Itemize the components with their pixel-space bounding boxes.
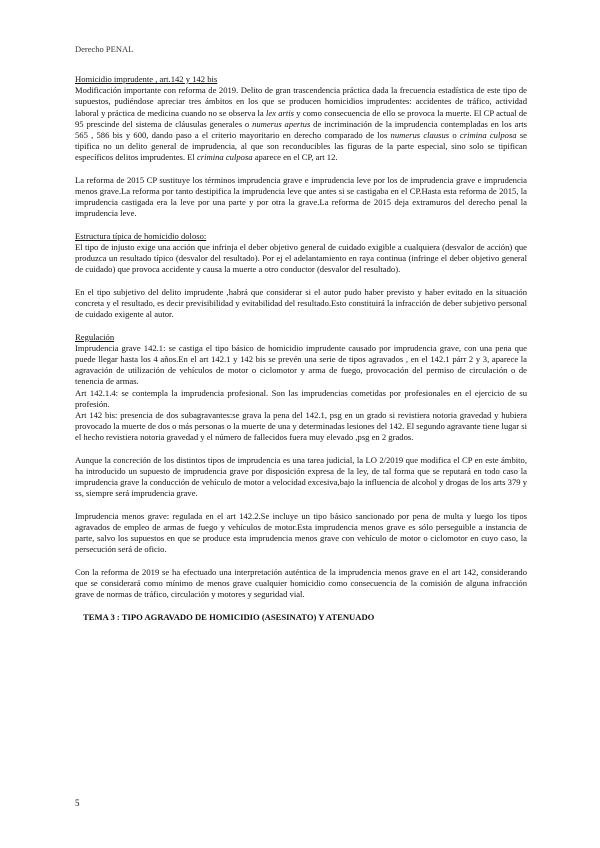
chapter-heading-tema-3: TEMA 3 : TIPO AGRAVADO DE HOMICIDIO (ASESINATO) Y ATENUADO xyxy=(83,611,375,622)
paragraph-lo-2-2019: Aunque la concreción de los distintos tipos de imprudencia es una tarea judicial, la LO 2/2019 que modifica el CP en este ámbito, ha introducido un supuesto de imprudencia grave por disposición expresa de la ley, de tal forma que se reputará en todo caso la imprudencia grave la conducción de vehículo de motor a velocidad excesiva,bajo la influencia de alcohol y drogas de los arts 379 y ss, siempre será imprudencia grave. xyxy=(75,454,527,499)
paragraph-tipo-injusto: El tipo de injusto exige una acción que infrinja el deber objetivo general de cuidado exigible a cualquiera (desvalor de acción) que produzca un resultado típico (desvalor del resultado). Por ej el adelantamiento en raya continua (infringe el deber objetivo general de cuidado) que provoca accidente y causa la muerte a otro conductor (desvalor del resultado). xyxy=(75,242,527,275)
paragraph-reforma-2019: Modificación importante con reforma de 2019. Delito de gran trascendencia práctica dada la frecuencia estadística de este tipo de supuestos, pudiéndose apreciar tres ámbitos en los que se producen homicidios imprudentes: accidentes de tráfico, actividad laboral y práctica de medicina cuando no se observa la lex artis y como consecuencia de ello se provoca la muerte. El CP actual de 95 prescinde del sistema de cláusulas generales o numerus apertus de incriminación de la imprudencia contempladas en los arts 565 , 586 bis y 600, dando paso a el criterio mayoritario en derecho comparado de los numerus clausus o crimina culposa se tipifica no un delito general de imprudencia, al que son reconducibles las figuras de la parte especial, sino solo se tipifican específicos delitos imprudentes. El crimina culposa aparece en el CP, art 12. xyxy=(75,85,527,163)
section-heading-regulacion: Regulación xyxy=(75,331,115,342)
paragraph-imprudencia-profesional: Art 142.1.4: se contempla la imprudencia profesional. Son las imprudencias cometidas por profesionales en el ejercicio de su profesión. xyxy=(75,387,527,409)
page-number: 5 xyxy=(75,798,80,808)
paragraph-art-142-bis: Art 142 bis: presencia de dos subagravantes:se grava la pena del 142.1, psg en un grado si revistiera notoria gravedad y hubiera provocado la muerte de dos o más personas o la muerte de una y determinadas lesiones del 142. El segundo agravante tiene lugar si el hecho revistiera notoria gravedad y el número de fallecidos fuera muy elevado ,psg en 2 grados. xyxy=(75,410,527,443)
paragraph-reforma-2015: La reforma de 2015 CP sustituye los términos imprudencia grave e imprudencia leve por los de imprudencia grave e imprudencia menos grave.La reforma por tanto destipifica la imprudencia leve que antes si se castigaba en el CP.Hasta esta reforma de 2015, la imprudencia castigada era la leve por una parte y por otra la grave.La reforma de 2015 deja extramuros del derecho penal la imprudencia leve. xyxy=(75,174,527,219)
paragraph-tipo-subjetivo: En el tipo subjetivo del delito imprudente ,habrá que considerar si el autor pudo haber previsto y haber evitado en la situación concreta y el resultado, es decir previsibilidad y evitabilidad del resultado.Esto constituirá la infracción de deber subjetivo personal de cuidado exigente al autor. xyxy=(75,286,527,320)
document-body xyxy=(75,74,527,623)
paragraph-interpretacion-autentica: Con la reforma de 2019 se ha efectuado una interpretación auténtica de la imprudencia menos grave en el art 142, considerando que se considerará como mínimo de menos grave cualquier homicidio como consecuencia de la comisión de alguna infracción grave de normas de tráfico, circulación y motores y seguridad vial. xyxy=(75,566,527,600)
paragraph-imprudencia-grave: Imprudencia grave 142.1: se castiga el tipo básico de homicidio imprudente causado por imprudencia grave, con una pena que puede llegar hasta los 4 años.En el art 142.1 y 142 bis se prevén una serie de tipos agravados , en el 142.1 párr 2 y 3, aparece la agravación de utilización de vehículos de motor o ciclomotor y arma de fuego, provocación del permiso de circulación o de tenencia de armas. xyxy=(75,342,527,387)
running-header: Derecho PENAL xyxy=(75,44,134,54)
paragraph-imprudencia-menos-grave: Imprudencia menos grave: regulada en el art 142.2.Se incluye un tipo básico sancionado por pena de multa y luego los tipos agravados de empleo de armas de fuego y vehículos de motor.Esta imprudencia menos grave es sólo perseguible a instancia de parte, salvo los supuestos en que se produce esta imprudencia menos grave con vehículo de motor o ciclomotor en cuyo caso, la persecución será de oficio. xyxy=(75,510,527,555)
section-heading-estructura: Estructura típica de homicidio doloso: xyxy=(75,230,207,241)
section-heading-homicidio-imprudente: Homicidio imprudente , art.142 y 142 bis xyxy=(75,74,218,84)
